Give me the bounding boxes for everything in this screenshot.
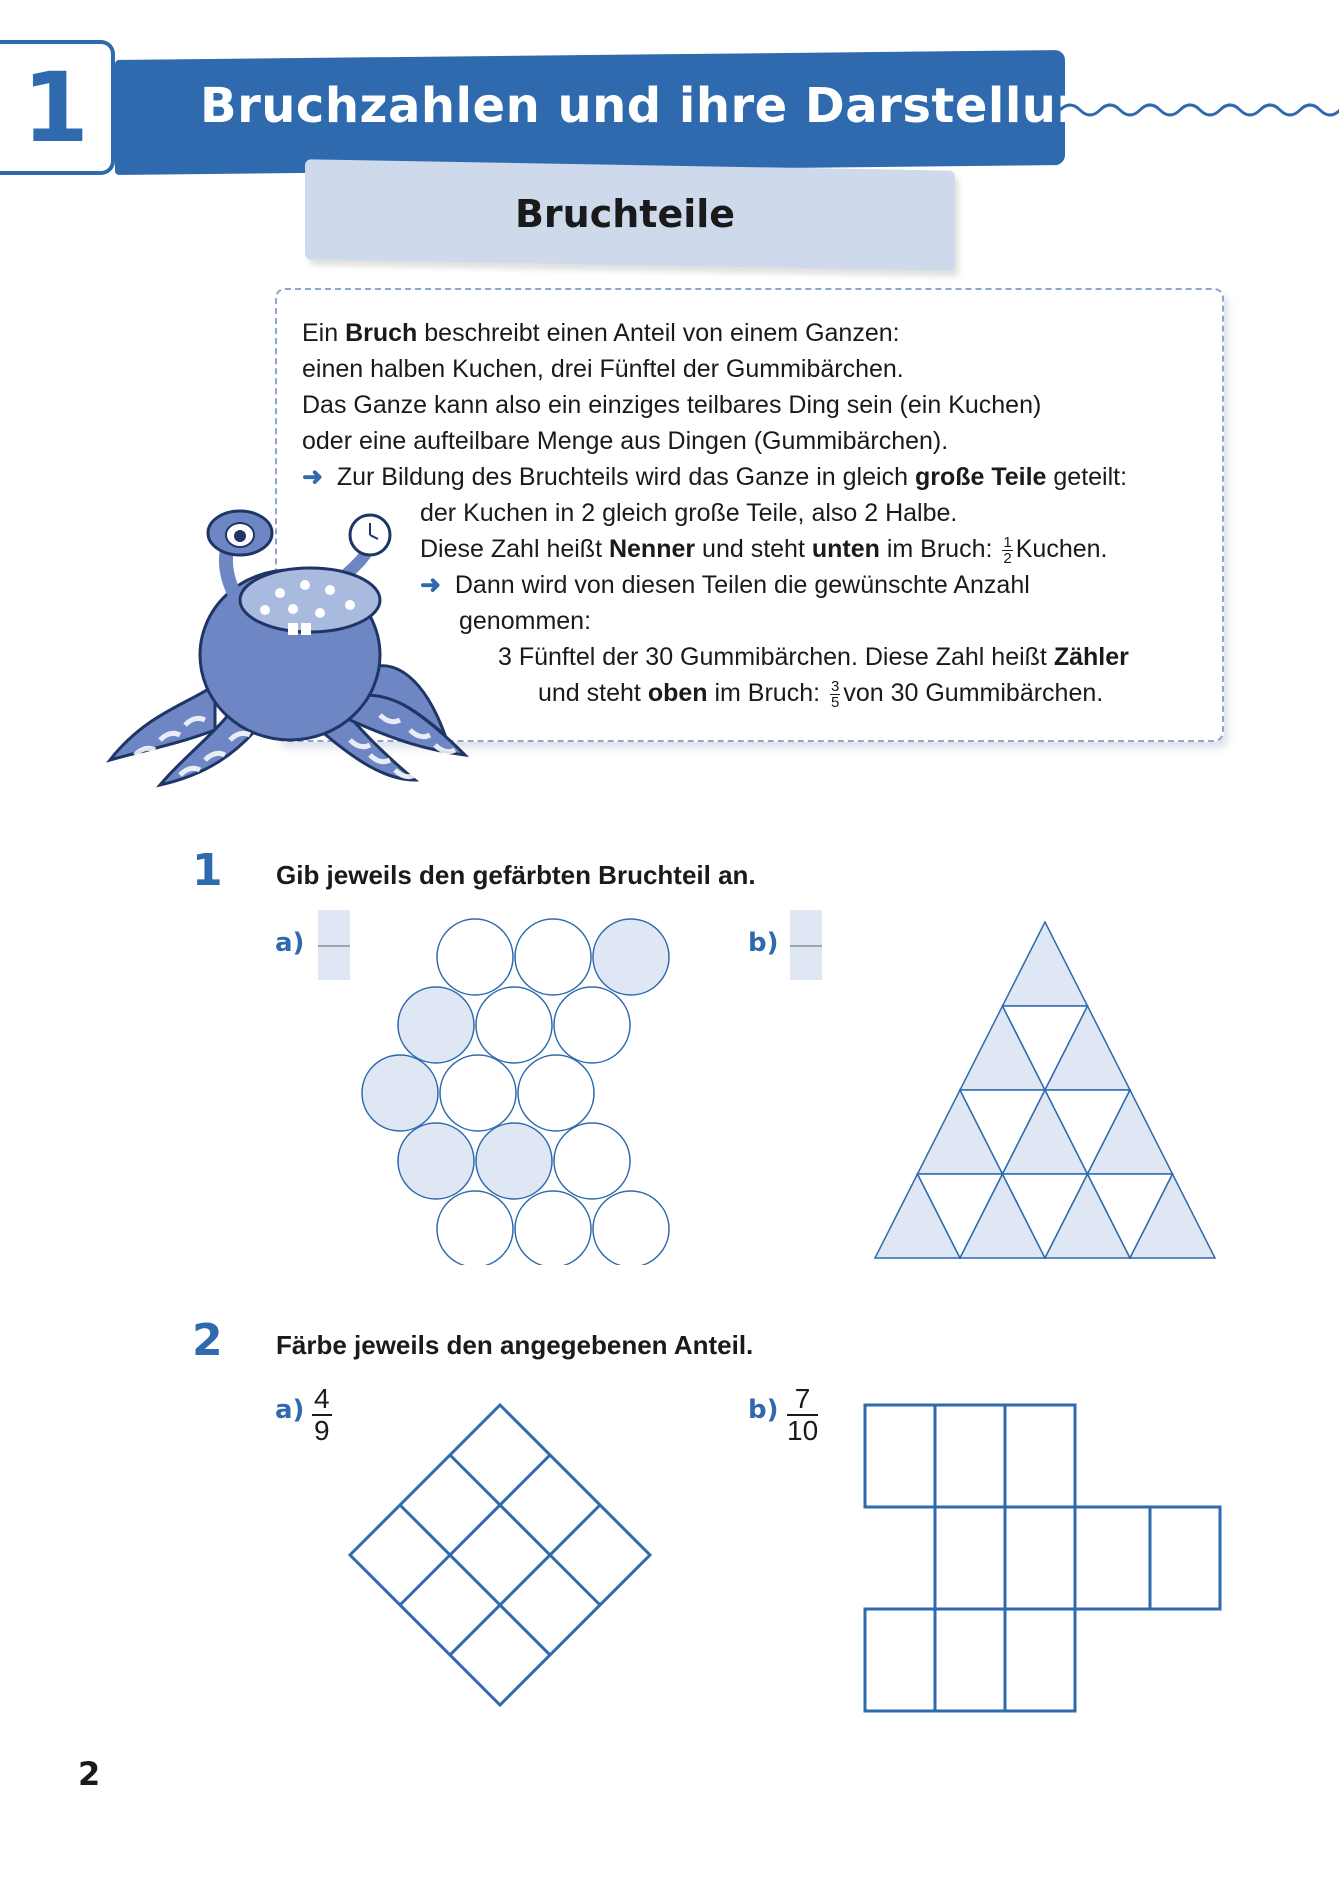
page-number: 2 (78, 1755, 101, 1793)
circle-cell (518, 1055, 594, 1131)
circle-cell (593, 1191, 669, 1265)
circle-cell (593, 919, 669, 995)
task-2b-rectangle-net[interactable] (860, 1395, 1230, 1725)
task-2-number: 2 (192, 1315, 223, 1366)
circle-cell (398, 987, 474, 1063)
info-line-11: und steht oben im Bruch: $\frac{3}{5}$ von 30 Gummibärchen. (538, 677, 1104, 711)
task-2b-label: b) (748, 1395, 779, 1425)
circle-cell (554, 1123, 630, 1199)
info-line-6: der Kuchen in 2 gleich große Teile, also 2 Halbe. (420, 499, 958, 527)
circle-cell (398, 1123, 474, 1199)
arrow-icon: ➜ (420, 571, 441, 599)
section-title: Bruchteile (514, 192, 736, 236)
circle-cell (437, 1191, 513, 1265)
triangle-cell (1003, 922, 1088, 1006)
info-line-8: ➜ Dann wird von diesen Teilen die gewünschte Anzahl (420, 571, 1030, 599)
info-line-7: Diese Zahl heißt Nenner und steht unten im Bruch: $\frac{1}{2}$ Kuchen. (420, 533, 1108, 567)
task-2a-diamond-grid[interactable] (340, 1395, 660, 1715)
chapter-title: Bruchzahlen und ihre Darstellung (200, 78, 1127, 134)
task-2a-fraction: $\frac{4}{9}$ (314, 1383, 330, 1446)
task-1a-answer-fraction[interactable] (318, 910, 350, 980)
info-line-3: Das Ganze kann also ein einziges teilbares Ding sein (ein Kuchen) (302, 391, 1042, 419)
info-line-5: ➜ Zur Bildung des Bruchteils wird das Ganze in gleich große Teile geteilt: (302, 463, 1128, 491)
info-line-1: Ein Bruch beschreibt einen Anteil von einem Ganzen: (302, 319, 900, 347)
circle-cell (476, 987, 552, 1063)
task-1b-answer-fraction[interactable] (790, 910, 822, 980)
task-2a-label: a) (275, 1395, 305, 1425)
octopus-mascot-illustration (65, 505, 535, 795)
info-line-10: 3 Fünftel der 30 Gummibärchen. Diese Zahl heißt Zähler (498, 643, 1129, 671)
task-1b-triangle-figure (870, 915, 1220, 1270)
circle-cell (437, 919, 513, 995)
circle-cell (362, 1055, 438, 1131)
task-2b-fraction: $\frac{7}{10}$ (787, 1383, 819, 1446)
chapter-number: 1 (0, 40, 115, 175)
wavy-line-decoration (1060, 95, 1339, 125)
circle-cell (440, 1055, 516, 1131)
circle-cell (476, 1123, 552, 1199)
task-1a-label: a) (275, 928, 305, 958)
info-line-2: einen halben Kuchen, drei Fünftel der Gummibärchen. (302, 355, 904, 383)
task-1a-circle-figure (355, 915, 675, 1265)
arrow-icon: ➜ (302, 463, 323, 491)
task-1-number: 1 (192, 845, 223, 896)
circle-cell (554, 987, 630, 1063)
task-1-instruction: Gib jeweils den gefärbten Bruchteil an. (276, 860, 756, 890)
info-line-4: oder eine aufteilbare Menge aus Dingen (Gummibärchen). (302, 427, 949, 455)
circle-cell (515, 1191, 591, 1265)
task-1b-label: b) (748, 928, 779, 958)
info-line-9: genommen: (459, 607, 592, 635)
fraction-three-fifths: $\frac{3}{5}$ (831, 677, 840, 711)
fraction-one-half: $\frac{1}{2}$ (1003, 533, 1012, 567)
task-2-instruction: Färbe jeweils den angegebenen Anteil. (276, 1330, 754, 1360)
circle-cell (515, 919, 591, 995)
